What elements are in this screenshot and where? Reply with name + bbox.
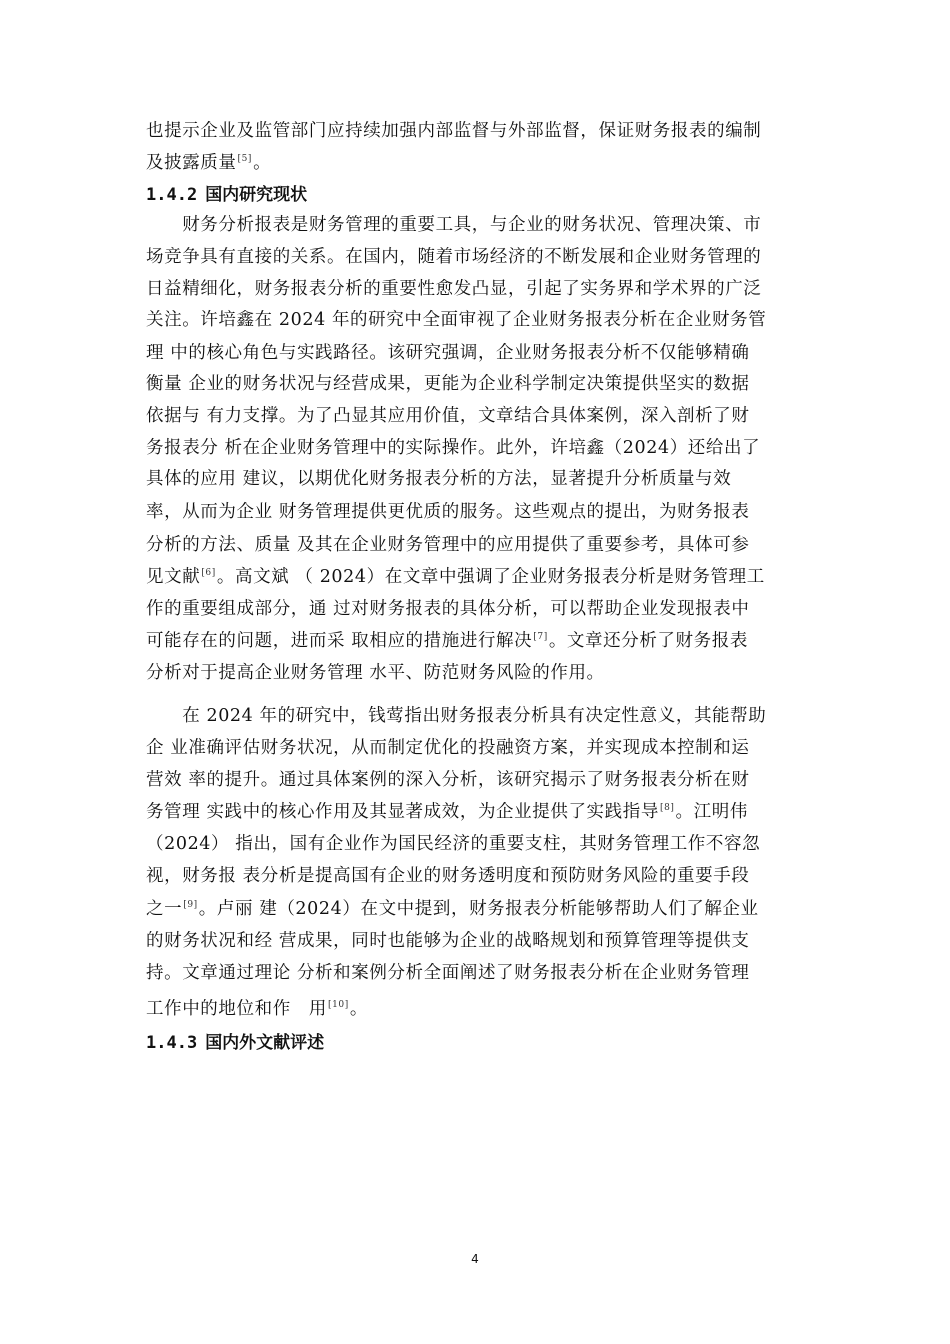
page-number: 4 — [471, 1252, 479, 1266]
citation-marker: [5] — [237, 154, 253, 164]
paragraph-2-line — [146, 703, 766, 729]
text-run: （2024） 指出，国有企业作为国民经济的重要支柱，其财务管理工作不容忽 — [146, 834, 761, 854]
text-run: 见文献 — [146, 567, 201, 587]
paragraph-2-line — [146, 996, 368, 1022]
paragraph-2-line — [146, 863, 749, 889]
paragraph-1-line — [146, 403, 749, 429]
paragraph-1-line — [146, 466, 731, 492]
text-run: 具体的应用 建议，以期优化财务报表分析的方法，显著提升分析质量与效 — [146, 469, 732, 489]
text-run: 率，从而为企业 财务管理提供更优质的服务。这些观点的提出，为财务报表 — [146, 502, 750, 522]
paragraph-1-line — [146, 212, 761, 238]
citation-marker: [10] — [328, 1000, 349, 1010]
section-heading-143 — [146, 1030, 324, 1056]
text-run: 。 — [349, 999, 368, 1019]
text-run: 分析的方法、质量 及其在企业财务管理中的应用提供了重要参考，具体可参 — [146, 535, 750, 555]
text-run: 作的重要组成部分，通 过对财务报表的具体分析，可以帮助企业发现报表中 — [146, 599, 750, 619]
section-number: 1.4.3 — [146, 1033, 198, 1053]
paragraph-1-line — [146, 532, 749, 558]
text-run: 关注。许培鑫在 2024 年的研究中全面审视了企业财务报表分析在企业财务管 — [146, 310, 767, 330]
paragraph-1-line — [146, 435, 760, 461]
text-run: 。 — [253, 153, 272, 173]
citation-marker: [9] — [183, 900, 198, 910]
paragraph-2-line — [146, 831, 760, 857]
text-run: 。高文斌 （ 2024）在文章中强调了企业财务报表分析是财务管理工 — [216, 567, 765, 587]
text-run: 务管理 实践中的核心作用及其显著成效，为企业提供了实践指导 — [146, 802, 659, 822]
paragraph-1-line — [146, 276, 761, 302]
text-run: 可能存在的问题，进而采 取相应的措施进行解决 — [146, 631, 533, 651]
text-run: 。文章还分析了财务报表 — [548, 631, 748, 651]
paragraph-1-line — [146, 596, 749, 622]
text-run: 营效 率的提升。通过具体案例的深入分析，该研究揭示了财务报表分析在财 — [146, 770, 750, 790]
text-run: 在 2024 年的研究中，钱莺指出财务报表分析具有决定性意义，其能帮助 — [146, 706, 767, 726]
paragraph-1-line — [146, 660, 605, 686]
text-run: 日益精细化，财务报表分析的重要性愈发凸显，引起了实务界和学术界的广泛 — [146, 279, 762, 299]
text-run: 之一 — [146, 899, 183, 919]
top-paragraph-line — [146, 150, 271, 176]
text-run: 工作中的地位和作 用 — [146, 999, 327, 1019]
citation-marker: [6] — [201, 568, 216, 578]
text-run: 。卢丽 建（2024）在文中提到，财务报表分析能够帮助人们了解企业 — [198, 899, 759, 919]
text-run: 理 中的核心角色与实践路径。该研究强调，企业财务报表分析不仅能够精确 — [146, 343, 750, 363]
section-number: 1.4.2 — [146, 185, 198, 205]
text-run: 也提示企业及监管部门应持续加强内部监督与外部监督，保证财务报表的编制 — [146, 121, 762, 141]
section-title: 国内外文献评述 — [205, 1033, 325, 1053]
citation-marker: [8] — [659, 803, 675, 813]
paragraph-2-line — [146, 799, 748, 825]
paragraph-2-line — [146, 960, 749, 986]
paragraph-1-line — [146, 244, 761, 270]
text-run: 依据与 有力支撑。为了凸显其应用价值，文章结合具体案例，深入剖析了财 — [146, 406, 750, 426]
paragraph-2-line — [146, 767, 749, 793]
section-heading-142 — [146, 182, 307, 208]
text-run: 视，财务报 表分析是提高国有企业的财务透明度和预防财务风险的重要手段 — [146, 866, 750, 886]
text-run: 。江明伟 — [675, 802, 748, 822]
section-title: 国内研究现状 — [205, 185, 308, 205]
text-run: 务报表分 析在企业财务管理中的实际操作。此外，许培鑫（2024）还给出了 — [146, 438, 761, 458]
text-run: 分析对于提高企业财务管理 水平、防范财务风险的作用。 — [146, 663, 605, 683]
paragraph-1-line — [146, 340, 749, 366]
citation-marker: [7] — [533, 632, 548, 642]
text-run: 场竞争具有直接的关系。在国内，随着市场经济的不断发展和企业财务管理的 — [146, 247, 762, 267]
text-run: 持。文章通过理论 分析和案例分析全面阐述了财务报表分析在企业财务管理 — [146, 963, 750, 983]
paragraph-2-line — [146, 896, 759, 922]
paragraph-2-line — [146, 735, 749, 761]
paragraph-1-line — [146, 307, 766, 333]
top-paragraph-line — [146, 118, 761, 144]
text-run: 的财务状况和经 营成果，同时也能够为企业的战略规划和预算管理等提供支 — [146, 931, 750, 951]
text-run: 财务分析报表是财务管理的重要工具，与企业的财务状况、管理决策、市 — [146, 215, 762, 235]
text-run: 及披露质量 — [146, 153, 237, 173]
text-run: 衡量 企业的财务状况与经营成果，更能为企业科学制定决策提供坚实的数据 — [146, 374, 750, 394]
paragraph-1-line — [146, 564, 765, 590]
text-run: 企 业准确评估财务状况，从而制定优化的投融资方案，并实现成本控制和运 — [146, 738, 750, 758]
paragraph-1-line — [146, 628, 748, 654]
paragraph-2-line — [146, 928, 749, 954]
paragraph-1-line — [146, 371, 749, 397]
paragraph-1-line — [146, 499, 749, 525]
